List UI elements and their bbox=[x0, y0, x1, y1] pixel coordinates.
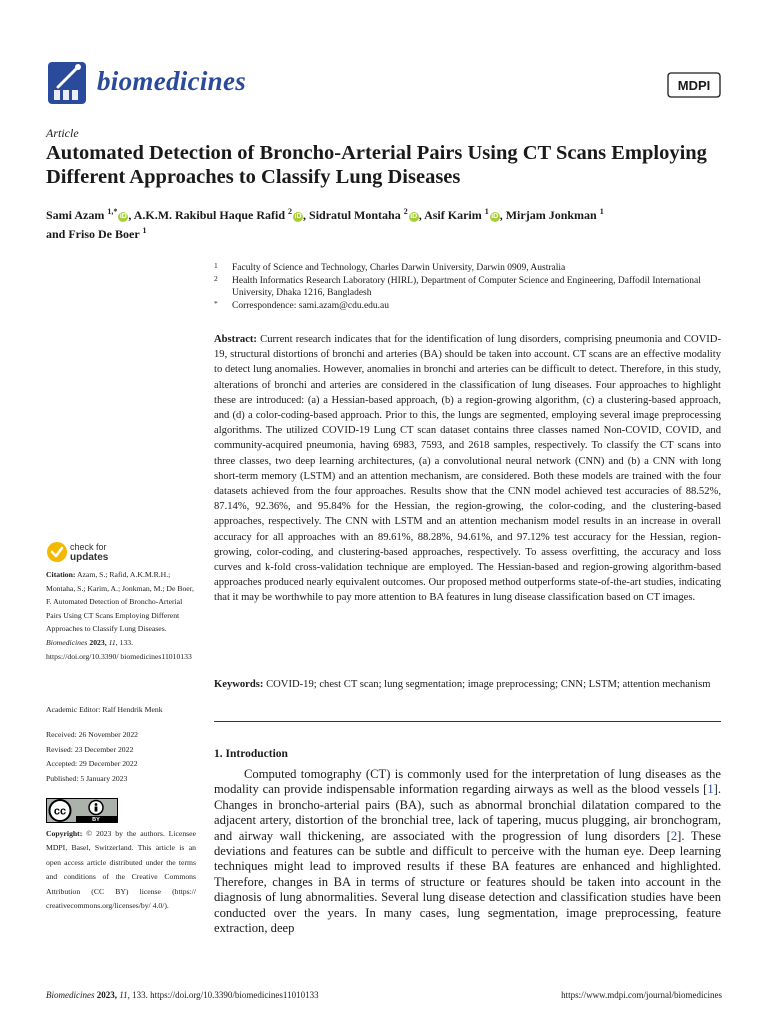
footer-volume: 11, bbox=[119, 990, 130, 1000]
copyright-label: Copyright: bbox=[46, 829, 83, 838]
abstract-label: Abstract: bbox=[214, 334, 257, 345]
footer-citation bbox=[46, 990, 319, 1000]
citation-doi[interactable]: 133. https://doi.org/10.3390/ biomedicines11010133 bbox=[46, 637, 192, 661]
footer-year: 2023, bbox=[96, 990, 117, 1000]
citation-volume: 11, bbox=[108, 637, 118, 647]
affiliation-mark: * bbox=[214, 298, 218, 308]
author-affiliation-mark: 2 bbox=[288, 207, 293, 216]
author-name[interactable]: Asif Karim $^1$iD bbox=[424, 207, 499, 222]
publication-dates bbox=[46, 728, 206, 786]
academic-editor: Academic Editor: Ralf Hendrik Menk bbox=[46, 705, 163, 714]
affiliation-item bbox=[214, 300, 734, 313]
check-updates-label[interactable]: check for bbox=[70, 542, 107, 552]
author-name[interactable]: A.K.M. Rakibul Haque Rafid $^2$iD bbox=[133, 207, 302, 222]
citation-journal: Biomedicines bbox=[46, 637, 88, 647]
orcid-icon[interactable]: iD bbox=[410, 213, 418, 220]
publisher-name: MDPI bbox=[677, 78, 711, 93]
author-name[interactable]: Sidratul Montaha $^2$iD bbox=[309, 207, 418, 222]
author-affiliation-mark: 1 bbox=[484, 207, 489, 216]
section-heading: 1. Introduction bbox=[214, 748, 288, 760]
introduction-text bbox=[214, 767, 721, 936]
author-affiliation-mark: 2 bbox=[403, 207, 408, 216]
orcid-icon[interactable]: iD bbox=[294, 213, 302, 220]
affiliation-item bbox=[214, 262, 734, 275]
author-affiliation-mark: 1 bbox=[142, 226, 147, 235]
author-list: Sami Azam $^{1,*}$iD , A.K.M. Rakibul Haque Rafid $^2$iD , Sidratul Montaha $^2$iD , Asif Karim $^1$iD , Mirjam Jonkman $^1$ and Friso De Boer $^1$ bbox=[46, 207, 604, 241]
affiliation-text: Correspondence: sami.azam@cdu.edu.au bbox=[232, 300, 389, 311]
orcid-icon[interactable]: iD bbox=[491, 213, 499, 220]
author-name[interactable]: and Friso De Boer $^1$ bbox=[46, 226, 147, 241]
date-accepted: Accepted: 29 December 2022 bbox=[46, 759, 138, 768]
citation-year: 2023, bbox=[89, 637, 107, 647]
intro-text-part: ]. Changes in broncho-arterial pairs (BA), such as abnormal bronchial dilatation compared to the adjacent artery, distortion of the bronchial tree, lack of tapering, mucus plugging, air bronchogram, and airway wall thickening, are associated with the progression of lung disorders [ bbox=[214, 782, 721, 843]
footer-doi[interactable]: 133. https://doi.org/10.3390/biomedicines11010133 bbox=[132, 990, 319, 1000]
section-divider bbox=[214, 721, 721, 722]
intro-text-part: ]. These deviations and features can be subtle and difficult to perceive with the human eye. Deep learning techniques might lead to improved results if these BA features are enhanced and highlighted. Therefore, changes in BA in terms of structure or features should be taken into account in the diagnosis of lung abnormalities. Several lung disease detection and classification studies have been conducted over the years. In many cases, lung segmentation, image preprocessing, feature extraction, deep bbox=[214, 828, 721, 936]
journal-logo-icon bbox=[46, 60, 88, 106]
citation-label: Citation: bbox=[46, 570, 76, 579]
date-received: Received: 26 November 2022 bbox=[46, 730, 139, 739]
footer-journal: Biomedicines bbox=[46, 990, 95, 1000]
citation-link[interactable]: 2 bbox=[670, 828, 678, 843]
cc-text: cc bbox=[53, 805, 67, 818]
check-updates-label-bold[interactable]: updates bbox=[70, 552, 109, 563]
publisher-logo bbox=[667, 72, 721, 98]
abstract-text: Current research indicates that for the identification of lung disorders, comprising pneumonia and COVID-19, structural distortions of bronchi and arteries (BA) should be taken into account. CT scans are an effective modality to detect lung anomalies. However, anomalies in bronchi and arteries can be difficult to detect. Therefore, in this study, alterations of bronchi and arteries are considered in the classification of lung diseases. Four approaches to highlight these are introduced: (a) a Hessian-based approach, (b) a region-growing algorithm, (c) a clustering-based approach, and (d) a color-coding-based approach. Prior to this, the lungs are segmented, employing several image preprocessing algorithms. The utilized COVID-19 Lung CT scan dataset contains three classes named Non-COVID, COVID, and community-acquired pneumonia, having 6983, 7593, and 2618 samples, respectively. To classify the CT scans into three classes, two deep learning architectures, (a) a convolutional neural network (CNN) and (b) a CNN with long short-term memory (LSTM) and an attention mechanism, are considered. Both these models are trained with the four datasets achieved from the four approaches. Results show that the CNN model achieved test accuracies of 88.52%, 87.14%, 92.36%, and 95.84% for the Hessian, the region-growing, the color-coding, and the clustering-based approaches, respectively. The CNN with LSTM and an attention mechanism model results in an increase in overall accuracy for all approaches with an 89.61%, 88.28%, 94.61%, and 97.12% test accuracy for the Hessian, region-growing, color-coding, and clustering-based approaches, respectively. To assess overfitting, the accuracy and loss curves and k-fold cross-validation technique are employed. The Hessian-based and region-growing algorithm-based approaches produced nearly equivalent outcomes. Our proposed method outperforms state-of-the-art studies, indicating that it may be worthwhile to pay more attention to BA features in lung disease classification based on CT images. bbox=[214, 334, 721, 604]
author-affiliation-mark: 1,* bbox=[107, 207, 118, 216]
citation-link[interactable]: 1 bbox=[707, 782, 714, 797]
date-published: Published: 5 January 2023 bbox=[46, 773, 128, 783]
affiliation-item bbox=[214, 275, 734, 300]
date-revised: Revised: 23 December 2022 bbox=[46, 744, 134, 754]
copyright-block bbox=[46, 827, 196, 913]
citation-block bbox=[46, 568, 196, 663]
copyright-text: © 2023 by the authors. Licensee MDPI, Basel, Switzerland. This article is an open access article distributed under the terms and conditions of the Creative Commons Attribution (CC BY) license (https:// creativecommons.org/licenses/by/ 4.0/). bbox=[46, 829, 196, 911]
keywords bbox=[214, 677, 721, 692]
article-type: Article bbox=[46, 126, 79, 140]
citation-text: Azam, S.; Rafid, A.K.M.R.H.; Montaha, S.; Karim, A.; Jonkman, M.; De Boer, F. Automated Detection of Broncho-Arterial Pairs Using CT Scans Employing Different Approaches to Classify Lung Diseases. bbox=[46, 570, 194, 634]
keywords-text: COVID-19; chest CT scan; lung segmentation; image preprocessing; CNN; LSTM; attention mechanism bbox=[266, 679, 711, 690]
author-name[interactable]: Sami Azam $^{1,*}$iD bbox=[46, 207, 127, 222]
orcid-icon[interactable]: iD bbox=[119, 213, 127, 220]
cc-by-license-icon[interactable] bbox=[46, 798, 118, 823]
affiliation-text: Health Informatics Research Laboratory (HIRL), Department of Computer Science and Engineering, Daffodil International University, Dhaka 1216, Bangladesh bbox=[232, 275, 701, 298]
author-affiliation-mark: 1 bbox=[599, 207, 604, 216]
affiliation-mark: 2 bbox=[214, 273, 218, 283]
keywords-label: Keywords: bbox=[214, 679, 264, 690]
author-name[interactable]: Mirjam Jonkman $^1$ bbox=[505, 207, 604, 222]
journal-name: biomedicines bbox=[97, 66, 247, 96]
affiliations bbox=[214, 262, 734, 312]
check-updates-icon[interactable] bbox=[46, 541, 68, 563]
paper-title: Automated Detection of Broncho-Arterial Pairs Using CT Scans Employing Different Approaches to Classify Lung Diseases bbox=[46, 142, 707, 188]
intro-text-part: Computed tomography (CT) is commonly used for the interpretation of lung diseases as the modality can provide indispensable information regarding airways as well as the blood vessels [ bbox=[214, 767, 721, 797]
cc-by-text: BY bbox=[92, 817, 100, 823]
affiliation-mark: 1 bbox=[214, 261, 218, 270]
abstract bbox=[214, 332, 721, 606]
affiliation-text: Faculty of Science and Technology, Charles Darwin University, Darwin 0909, Australia bbox=[232, 263, 566, 273]
footer-journal-url[interactable]: https://www.mdpi.com/journal/biomedicines bbox=[561, 990, 722, 1000]
